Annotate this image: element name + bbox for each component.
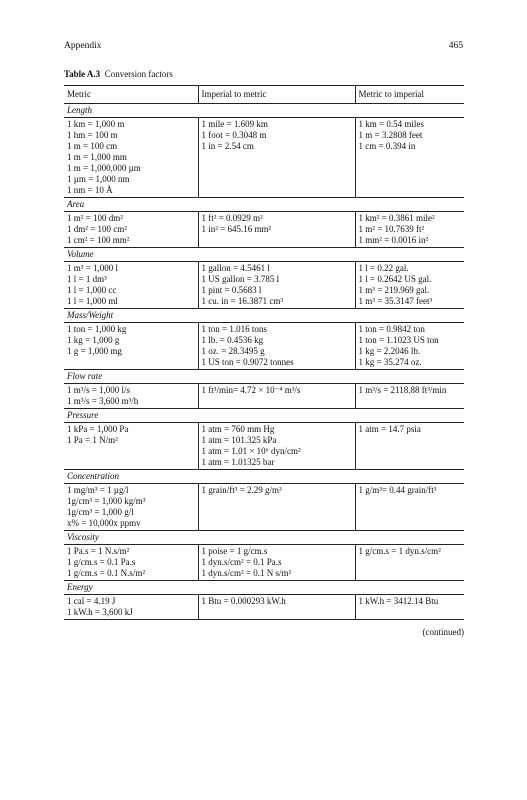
conversion-entry: 1 mg/m³ = 1 µg/l bbox=[67, 485, 129, 495]
table-row bbox=[64, 384, 464, 409]
page-number: 465 bbox=[448, 41, 463, 51]
conversion-entry: 1 US ton = 0.9072 tonnes bbox=[201, 357, 294, 367]
table-label: Table A.3 bbox=[64, 69, 101, 79]
section-title: Volume bbox=[64, 248, 464, 262]
conversion-entry: 1 dyn.s/cm² = 0.1 Pa.s bbox=[201, 557, 282, 567]
metric-to-imperial-cell bbox=[355, 384, 464, 409]
conversion-entry: 1 atm = 101.325 kPa bbox=[201, 435, 277, 445]
table-row bbox=[64, 423, 464, 470]
conversion-entry: 1 m = 1,000 mm bbox=[67, 152, 127, 162]
conversion-entry: 1 in² = 645.16 mm² bbox=[201, 224, 272, 234]
conversion-entry: 1 mm² = 0.0016 in² bbox=[358, 235, 429, 245]
conversion-entry: 1 mile = 1.609 km bbox=[201, 119, 268, 129]
conversion-entry: 1 in = 2.54 cm bbox=[201, 141, 254, 151]
metric-to-imperial-cell bbox=[355, 212, 464, 248]
metric-to-imperial-cell bbox=[355, 118, 464, 198]
section-title: Energy bbox=[64, 581, 464, 595]
conversion-entry: 1 cm = 0.394 in bbox=[358, 141, 416, 151]
conversion-entry: 1 atm = 14.7 psia bbox=[358, 424, 421, 434]
conversion-entry: 1 kW.h = 3412.14 Btu bbox=[358, 596, 439, 606]
section-header-row bbox=[64, 409, 464, 423]
conversion-entry: 1 g/cm.s = 0.1 N.s/m² bbox=[67, 568, 146, 578]
table-row bbox=[64, 212, 464, 248]
table-row bbox=[64, 262, 464, 309]
metric-to-imperial-cell bbox=[355, 545, 464, 581]
conversion-entry: 1 oz. = 28.3495 g bbox=[201, 346, 265, 356]
section-header-row bbox=[64, 531, 464, 545]
section-header-row bbox=[64, 104, 464, 118]
metric-cell bbox=[64, 323, 198, 370]
section-header-row bbox=[64, 198, 464, 212]
imperial-to-metric-cell bbox=[198, 384, 355, 409]
conversion-entry: 1g/cm³ = 1,000 kg/m³ bbox=[67, 496, 146, 506]
imperial-to-metric-cell bbox=[198, 118, 355, 198]
conversion-entry: 1 km = 0.54 miles bbox=[358, 119, 424, 129]
conversion-entry: 1 m³/s = 2118.88 ft³/min bbox=[358, 385, 447, 395]
section-header-row bbox=[64, 248, 464, 262]
conversion-entry: 1 g/m³= 0.44 grain/ft³ bbox=[358, 485, 437, 495]
conversion-entry: 1 l = 1,000 ml bbox=[67, 296, 118, 306]
conversion-entry: 1 g/cm.s = 1 dyn.s/cm² bbox=[358, 546, 441, 556]
section-header-row bbox=[64, 581, 464, 595]
conversion-entry: 1 l = 0.22 gal. bbox=[358, 263, 409, 273]
table-row bbox=[64, 595, 464, 620]
table-row bbox=[64, 545, 464, 581]
conversion-entry: 1 m = 1,000,000 µm bbox=[67, 163, 141, 173]
conversion-entry: 1 hm = 100 m bbox=[67, 130, 118, 140]
section-header-row bbox=[64, 370, 464, 384]
conversion-entry: 1 Btu = 0.000293 kW.h bbox=[201, 596, 286, 606]
conversion-entry: 1 l = 1 dm³ bbox=[67, 274, 107, 284]
table-row bbox=[64, 484, 464, 531]
conversion-entry: 1 dm² = 100 cm² bbox=[67, 224, 127, 234]
conversion-entry: 1 atm = 1.01325 bar bbox=[201, 457, 275, 467]
conversion-entry: 1 m³/s = 3,600 m³/h bbox=[67, 396, 139, 406]
metric-to-imperial-cell bbox=[355, 323, 464, 370]
conversion-entry: 1 nm = 10 Å bbox=[67, 185, 113, 195]
column-header-metric: Metric bbox=[64, 86, 198, 104]
conversion-entry: 1 atm = 760 mm Hg bbox=[201, 424, 275, 434]
conversion-table bbox=[64, 85, 464, 620]
column-header-metric-to-imperial: Metric to imperial bbox=[355, 86, 464, 104]
metric-to-imperial-cell bbox=[355, 262, 464, 309]
metric-cell bbox=[64, 118, 198, 198]
section-title: Length bbox=[64, 104, 464, 118]
conversion-entry: x% = 10,000x ppmv bbox=[67, 518, 141, 528]
table-row bbox=[64, 118, 464, 198]
section-header-row bbox=[64, 470, 464, 484]
section-header-row bbox=[64, 309, 464, 323]
conversion-entry: 1 m³ = 1,000 l bbox=[67, 263, 119, 273]
conversion-entry: 1 ton = 0.9842 ton bbox=[358, 324, 425, 334]
section-title: Area bbox=[64, 198, 464, 212]
metric-cell bbox=[64, 595, 198, 620]
conversion-entry: 1 m² = 10.7639 ft² bbox=[358, 224, 425, 234]
section-title: Flow rate bbox=[64, 370, 464, 384]
metric-cell bbox=[64, 262, 198, 309]
conversion-entry: 1 cal = 4.19 J bbox=[67, 596, 116, 606]
conversion-entry: 1 m = 100 cm bbox=[67, 141, 118, 151]
conversion-entry: 1 m = 3.2808 feet bbox=[358, 130, 423, 140]
conversion-entry: 1 kg = 1,000 g bbox=[67, 335, 120, 345]
section-title: Mass/Weight bbox=[64, 309, 464, 323]
conversion-entry: 1 US gallon = 3.785 l bbox=[201, 274, 280, 284]
imperial-to-metric-cell bbox=[198, 212, 355, 248]
conversion-entry: 1 ton = 1.016 tons bbox=[201, 324, 267, 334]
metric-cell bbox=[64, 384, 198, 409]
conversion-entry: 1 foot = 0.3048 m bbox=[201, 130, 267, 140]
section-title: Viscosity bbox=[64, 531, 464, 545]
imperial-to-metric-cell bbox=[198, 484, 355, 531]
imperial-to-metric-cell bbox=[198, 323, 355, 370]
conversion-entry: 1 m³ = 219.969 gal. bbox=[358, 285, 430, 295]
conversion-entry: 1g/cm³ = 1,000 g/l bbox=[67, 507, 134, 517]
conversion-entry: 1 ft² = 0.0929 m² bbox=[201, 213, 263, 223]
conversion-entry: 1 kW.h = 3,600 kJ bbox=[67, 607, 133, 617]
metric-cell bbox=[64, 545, 198, 581]
table-caption bbox=[64, 69, 173, 79]
conversion-entry: 1 m² = 100 dm² bbox=[67, 213, 123, 223]
imperial-to-metric-cell bbox=[198, 262, 355, 309]
conversion-entry: 1 m³/s = 1,000 l/s bbox=[67, 385, 131, 395]
conversion-entry: 1 grain/ft³ = 2.29 g/m³ bbox=[201, 485, 282, 495]
conversion-entry: 1 Pa = 1 N/m² bbox=[67, 435, 118, 445]
running-header bbox=[64, 41, 463, 55]
table-header-row bbox=[64, 86, 464, 104]
conversion-entry: 1 g/cm.s = 0.1 Pa.s bbox=[67, 557, 136, 567]
table-row bbox=[64, 323, 464, 370]
conversion-entry: 1 lb. = 0.4536 kg bbox=[201, 335, 264, 345]
metric-to-imperial-cell bbox=[355, 423, 464, 470]
conversion-entry: 1 m³ = 35.3147 feet³ bbox=[358, 296, 433, 306]
conversion-entry: 1 ft³/min= 4.72 × 10⁻⁴ m³/s bbox=[201, 385, 301, 395]
conversion-entry: 1 cm² = 100 mm² bbox=[67, 235, 130, 245]
section-label: Appendix bbox=[64, 41, 102, 51]
imperial-to-metric-cell bbox=[198, 595, 355, 620]
conversion-entry: 1 dyn.s/cm² = 0.1 N s/m² bbox=[201, 568, 292, 578]
metric-cell bbox=[64, 212, 198, 248]
conversion-entry: 1 l = 0.2642 US gal. bbox=[358, 274, 432, 284]
conversion-entry: 1 Pa.s = 1 N.s/m² bbox=[67, 546, 130, 556]
imperial-to-metric-cell bbox=[198, 423, 355, 470]
conversion-entry: 1 kg = 35.274 oz. bbox=[358, 357, 422, 367]
metric-to-imperial-cell bbox=[355, 484, 464, 531]
conversion-entry: 1 kPa = 1,000 Pa bbox=[67, 424, 129, 434]
table-title: Conversion factors bbox=[104, 69, 173, 79]
imperial-to-metric-cell bbox=[198, 545, 355, 581]
conversion-entry: 1 ton = 1,000 kg bbox=[67, 324, 127, 334]
conversion-entry: 1 pint = 0.5683 l bbox=[201, 285, 262, 295]
conversion-entry: 1 l = 1,000 cc bbox=[67, 285, 117, 295]
conversion-entry: 1 km = 1,000 m bbox=[67, 119, 125, 129]
conversion-entry: 1 g = 1,000 mg bbox=[67, 346, 122, 356]
metric-cell bbox=[64, 423, 198, 470]
conversion-entry: 1 gallon = 4.5461 l bbox=[201, 263, 270, 273]
conversion-entry: 1 poise = 1 g/cm.s bbox=[201, 546, 268, 556]
conversion-entry: 1 atm = 1.01 × 10⁶ dyn/cm² bbox=[201, 446, 301, 456]
metric-to-imperial-cell bbox=[355, 595, 464, 620]
conversion-entry: 1 ton = 1.1023 US ton bbox=[358, 335, 439, 345]
continued-note: (continued) bbox=[422, 627, 464, 637]
conversion-entry: 1 cu. in = 16.3871 cm³ bbox=[201, 296, 284, 306]
section-title: Pressure bbox=[64, 409, 464, 423]
section-title: Concentration bbox=[64, 470, 464, 484]
metric-cell bbox=[64, 484, 198, 531]
conversion-entry: 1 kg = 2.2046 lb. bbox=[358, 346, 421, 356]
conversion-entry: 1 µm = 1,000 nm bbox=[67, 174, 130, 184]
column-header-imperial-to-metric: Imperial to metric bbox=[198, 86, 355, 104]
table-body bbox=[64, 104, 464, 620]
conversion-entry: 1 km² = 0.3861 mile² bbox=[358, 213, 435, 223]
